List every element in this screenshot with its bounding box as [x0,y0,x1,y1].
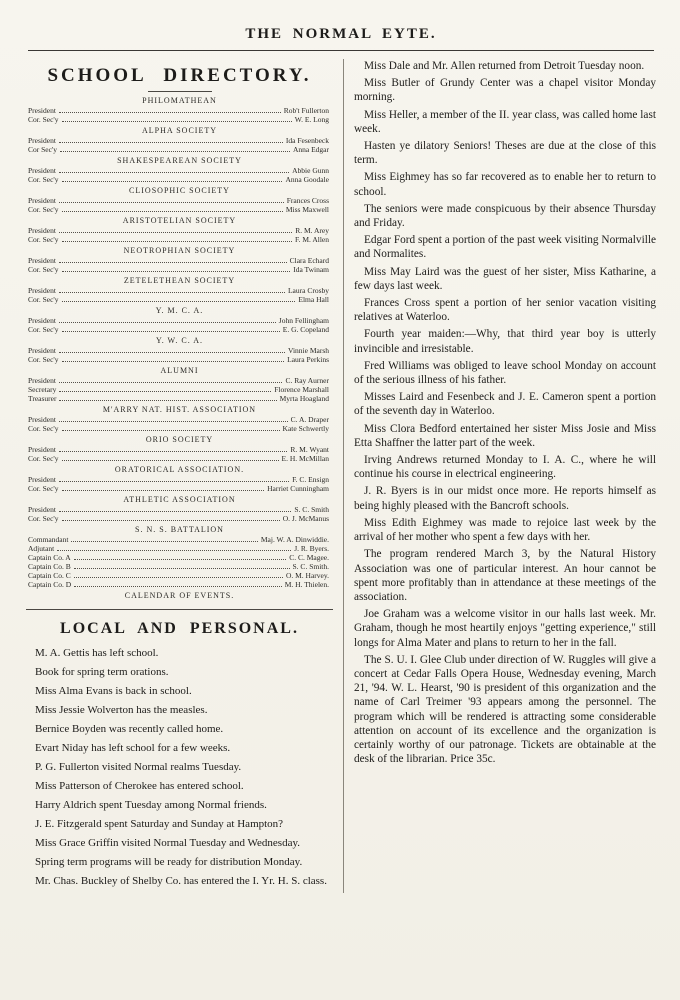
directory-entry-name: Laura Perkins [287,355,329,364]
leader-dots [74,559,286,560]
local-item: Spring term programs will be ready for distribution Monday. [35,856,303,868]
directory-entry [26,484,333,493]
directory-section [26,465,333,493]
directory-entry-name: C. Ray Aurner [285,376,329,385]
directory-entry-role: Cor. Sec'y [28,175,59,184]
directory-entry-role: President [28,415,56,424]
directory-entry-role: Captain Co. A [28,553,71,562]
leader-dots [74,577,283,578]
directory-section [26,126,333,154]
directory-entry-role: Cor. Sec'y [28,325,59,334]
directory-entry-role: Cor. Sec'y [28,295,59,304]
local-item: P. G. Fullerton visited Normal realms Tuesday. [35,761,242,773]
directory-entry-name: Myrta Hoagland [279,394,329,403]
directory-entry [26,415,333,424]
directory-entry [26,454,333,463]
directory-entry-name: Anna Goodale [285,175,329,184]
directory-entry [26,136,333,145]
directory-section-title: NEOTROPHIAN SOCIETY [123,246,236,255]
directory-section-title: ORIO SOCIETY [145,435,214,444]
directory-entry [26,445,333,454]
left-column [26,59,333,893]
news-paragraph: Miss Edith Eighmey was made to rejoice last week by the arrival of her mother who spent a few days with her. [354,516,656,544]
directory-section [26,405,333,433]
directory-section-title: S. N. S. BATTALION [135,525,224,534]
masthead-rule [28,50,654,51]
directory-entry-role: President [28,475,56,484]
directory-entry [26,562,333,571]
directory-entry-name: S. C. Smith. [292,562,329,571]
directory-entry-role: Cor. Sec'y [28,514,59,523]
directory-entry [26,505,333,514]
leader-dots [71,541,257,542]
directory-section [26,156,333,184]
leader-dots [60,151,290,152]
news-paragraph: Frances Cross spent a portion of her senior vacation visiting relatives at Waterloo. [354,297,656,324]
directory-entry-role: Cor. Sec'y [28,424,59,433]
directory-section [26,246,333,274]
directory-entry-role: President [28,166,56,175]
local-personal-heading: LOCAL AND PERSONAL. [60,620,299,637]
directory-entry-role: President [28,106,56,115]
directory-entry-name: Kate Schwertly [282,424,329,433]
news-paragraph: Miss Dale and Mr. Allen returned from Detroit Tuesday noon. [364,60,645,72]
directory-section-title: ORATORICAL ASSOCIATION. [114,465,245,474]
directory-entry-name: Maj. W. A. Dinwiddie. [260,535,329,544]
leader-dots [59,172,289,173]
local-item: Evart Niday has left school for a few weeks. [35,742,231,754]
directory-entry-role: Treasurer [28,394,57,403]
directory-entry-name: Vinnie Marsh [287,346,329,355]
leader-dots [62,331,280,332]
directory-entry-name: Rob't Fullerton [283,106,329,115]
leader-dots [59,292,285,293]
leader-dots [59,400,276,401]
directory-entry-name: Harriet Cunningham [267,484,329,493]
directory-entry [26,475,333,484]
leader-dots [59,112,281,113]
directory-entry [26,205,333,214]
directory-entry-name: M. H. Thielen. [284,580,329,589]
directory-entry [26,355,333,364]
directory-entry [26,256,333,265]
directory-section-title: SHAKESPEAREAN SOCIETY [117,156,242,165]
directory-section-title: M'ARRY NAT. HIST. ASSOCIATION [102,405,257,414]
directory-section-title: CLIOSOPHIC SOCIETY [129,186,230,195]
news-paragraph: Miss May Laird was the guest of her sister, Miss Katharine, a few days last week. [354,265,656,292]
directory-entry-name: R. M. Wyant [290,445,329,454]
section-divider-rule [26,609,333,610]
leader-dots [59,481,289,482]
directory-entry-name: Elma Hall [298,295,329,304]
news-paragraph: Miss Eighmey has so far recovered as to enable her to return to school. [354,171,656,198]
directory-section-title: Y. M. C. A. [155,306,204,315]
directory-section [26,366,333,403]
directory-entry-role: Commandant [28,535,69,544]
directory-entry [26,106,333,115]
directory-entry-role: Cor. Sec'y [28,115,59,124]
directory-entry-name: F. M. Allen [295,235,329,244]
leader-dots [62,460,279,461]
masthead-title: THE NORMAL EYTE. [245,26,437,42]
directory-entry-role: President [28,286,56,295]
directory-entry-name: Abbie Gunn [292,166,329,175]
directory-entry-role: Cor. Sec'y [28,265,59,274]
directory-entry-name: S. C. Smith [294,505,329,514]
directory-entry [26,544,333,553]
news-column [354,59,656,893]
news-paragraph: Edgar Ford spent a portion of the past week visiting Normalville and Normalites. [354,234,656,261]
directory-section-title: CALENDAR OF EVENTS. [124,591,235,600]
leader-dots [62,271,291,272]
directory-entry [26,571,333,580]
leader-dots [62,211,283,212]
news-paragraph: Fourth year maiden:—Why, that third year boy is utterly invincible and irresistable. [354,328,656,355]
directory-entry-name: Frances Cross [286,196,329,205]
leader-dots [62,181,283,182]
directory-entry [26,325,333,334]
directory-entry-role: Captain Co. C [28,571,71,580]
heading-divider-rule [148,91,212,92]
news-paragraph: Misses Laird and Fesenbeck and J. E. Cameron spent a portion of the seventh day in Waterloo. [354,391,656,418]
directory-entry-role: Adjutant [28,544,55,553]
directory-entry-name: C. C. Magee. [289,553,329,562]
directory-entry [26,196,333,205]
directory-entry [26,286,333,295]
school-directory-heading: SCHOOL DIRECTORY. [47,65,312,86]
directory-section [26,186,333,214]
news-paragraph: J. R. Byers is in our midst once more. He reports himself as being highly pleased with the Bancroft schools. [354,485,656,512]
directory-entry [26,226,333,235]
directory-entry-role: President [28,346,56,355]
leader-dots [74,586,282,587]
directory-section [26,525,333,589]
local-item: Miss Patterson of Cherokee has entered school. [35,780,244,792]
directory-entry-name: E. H. McMillan [281,454,329,463]
directory-entry-role: President [28,316,56,325]
page-columns [26,59,656,893]
directory-entry [26,553,333,562]
local-item: J. E. Fitzgerald spent Saturday and Sunday at Hampton? [35,818,284,830]
directory-entry [26,385,333,394]
directory-section-title: PHILOMATHEAN [142,96,217,105]
directory-entry [26,580,333,589]
local-item: Mr. Chas. Buckley of Shelby Co. has entered the I. Yr. H. S. class. [35,875,327,887]
leader-dots [62,490,265,491]
directory-entry-role: President [28,505,56,514]
leader-dots [59,382,283,383]
directory-entry-role: Captain Co. B [28,562,71,571]
directory-entry [26,424,333,433]
directory-entry-name: Laura Crosby [287,286,329,295]
leader-dots [62,121,292,122]
directory-entry-name: W. E. Long [294,115,329,124]
directory-entry [26,535,333,544]
news-paragraph: The S. U. I. Glee Club under direction of W. Ruggles will give a concert at Cedar Falls Opera House, Wednesday evening, March 21, '94. W. L. Hearst, '90 is president of this organization and the name of Carl Treimer '93 appears among the personnel. The program which will be rendered is attracting some considerable attention on account of its excellence and the organization is certainly worthy of our patronage. Tickets are obtainable at the desk of the librarian. Price 35c. [354,653,656,766]
directory-entry-role: Cor. Sec'y [28,484,59,493]
directory-section [26,336,333,364]
leader-dots [59,232,292,233]
directory-entry-role: Cor. Sec'y [28,355,59,364]
leader-dots [59,511,291,512]
news-paragraph: Joe Graham was a welcome visitor in our halls last week. Mr. Graham, though he most heartily enjoys "getting experience," still longs for Alma Mater and plans to return to her in the fall. [354,608,656,649]
directory-entry-role: President [28,196,56,205]
leader-dots [59,142,283,143]
directory-entry [26,235,333,244]
local-item: Harry Aldrich spent Tuesday among Normal friends. [35,799,267,811]
news-paragraph: Miss Heller, a member of the II. year class, was called home last week. [354,108,656,135]
news-paragraph: Irving Andrews returned Monday to I. A. C., where he will continue his course in electrical engineering. [354,454,656,481]
directory-section [26,591,333,601]
news-paragraph: Hasten ye dilatory Seniors! Theses are due at the close of this term. [354,140,656,167]
leader-dots [62,301,296,302]
directory-section-title: ALUMNI [160,366,199,375]
news-paragraph: The program rendered March 3, by the Natural History Association was one of particular interest. An hour cannot be spent more profitably than in attendance at these meetings of the association. [354,548,656,603]
directory-entry [26,316,333,325]
leader-dots [59,262,287,263]
local-personal-items [26,646,333,888]
leader-dots [59,202,284,203]
directory-entry-name: R. M. Arey [295,226,329,235]
leader-dots [59,391,271,392]
directory-entry [26,175,333,184]
directory-entry-role: Secretary [28,385,57,394]
local-item: Bernice Boyden was recently called home. [35,723,224,735]
leader-dots [59,322,276,323]
directory-entry [26,514,333,523]
directory-section [26,495,333,523]
leader-dots [57,550,291,551]
directory-entry [26,115,333,124]
leader-dots [59,352,285,353]
directory-entry-role: President [28,376,56,385]
directory-entry-name: E. G. Copeland [282,325,329,334]
directory-entry-name: O. J. McManus [282,514,329,523]
directory-entry [26,394,333,403]
directory-entry-name: O. M. Harvey. [285,571,329,580]
directory-entry-name: Ida Fesenbeck [285,136,329,145]
leader-dots [59,451,288,452]
directory-section-title: ARISTOTELIAN SOCIETY [122,216,237,225]
directory-section [26,216,333,244]
leader-dots [62,241,292,242]
directory-entry-role: President [28,136,56,145]
news-paragraph: The seniors were made conspicuous by their absence Thursday and Friday. [354,202,656,230]
leader-dots [62,520,280,521]
directory-entry-name: J. R. Byers. [294,544,329,553]
directory-entry-role: Cor Sec'y [28,145,58,154]
directory-section-title: ALPHA SOCIETY [141,126,217,135]
local-item: Miss Grace Griffin visited Normal Tuesday and Wednesday. [35,837,301,849]
local-item: M. A. Gettis has left school. [35,647,159,659]
leader-dots [74,568,290,569]
news-paragraph: Miss Butler of Grundy Center was a chapel visitor Monday morning. [354,77,656,104]
directory-entry [26,376,333,385]
directory-entry-name: Clara Echard [289,256,329,265]
local-item: Miss Jessie Wolverton has the measles. [35,704,208,716]
directory-section [26,276,333,304]
directory-entry-name: F. C. Ensign [292,475,329,484]
directory-entry [26,265,333,274]
directory-entry [26,295,333,304]
local-item: Miss Alma Evans is back in school. [35,685,192,697]
directory-entry-role: Cor. Sec'y [28,205,59,214]
directory-entry-role: President [28,226,56,235]
news-paragraph: Fred Williams was obliged to leave school Monday on account of the serious illness of his father. [354,359,656,387]
directory-entry-role: Cor. Sec'y [28,235,59,244]
local-item: Book for spring term orations. [35,666,169,678]
directory-section-title: ZETELETHEAN SOCIETY [123,276,236,285]
directory-entry-role: President [28,256,56,265]
directory-entry-name: Florence Marshall [274,385,329,394]
directory-entry-name: Ida Twinam [293,265,329,274]
directory-sections [26,96,333,601]
directory-entry-role: President [28,445,56,454]
news-paragraph: Miss Clora Bedford entertained her sister Miss Josie and Miss Etta Shaffner the latter part of the week. [354,422,656,449]
directory-entry [26,145,333,154]
leader-dots [62,430,280,431]
directory-entry-role: Captain Co. D [28,580,72,589]
directory-entry-name: C. A. Draper [290,415,329,424]
column-divider [343,59,344,893]
directory-entry [26,166,333,175]
directory-section [26,306,333,334]
leader-dots [59,421,288,422]
directory-section-title: Y. W. C. A. [155,336,204,345]
directory-entry-role: Cor. Sec'y [28,454,59,463]
leader-dots [62,361,285,362]
directory-entry-name: John Fellingham [278,316,329,325]
directory-entry-name: Miss Maxwell [285,205,329,214]
directory-entry [26,346,333,355]
directory-section [26,96,333,124]
directory-entry-name: Anna Edgar [292,145,329,154]
directory-section [26,435,333,463]
directory-section-title: ATHLETIC ASSOCIATION [123,495,236,504]
